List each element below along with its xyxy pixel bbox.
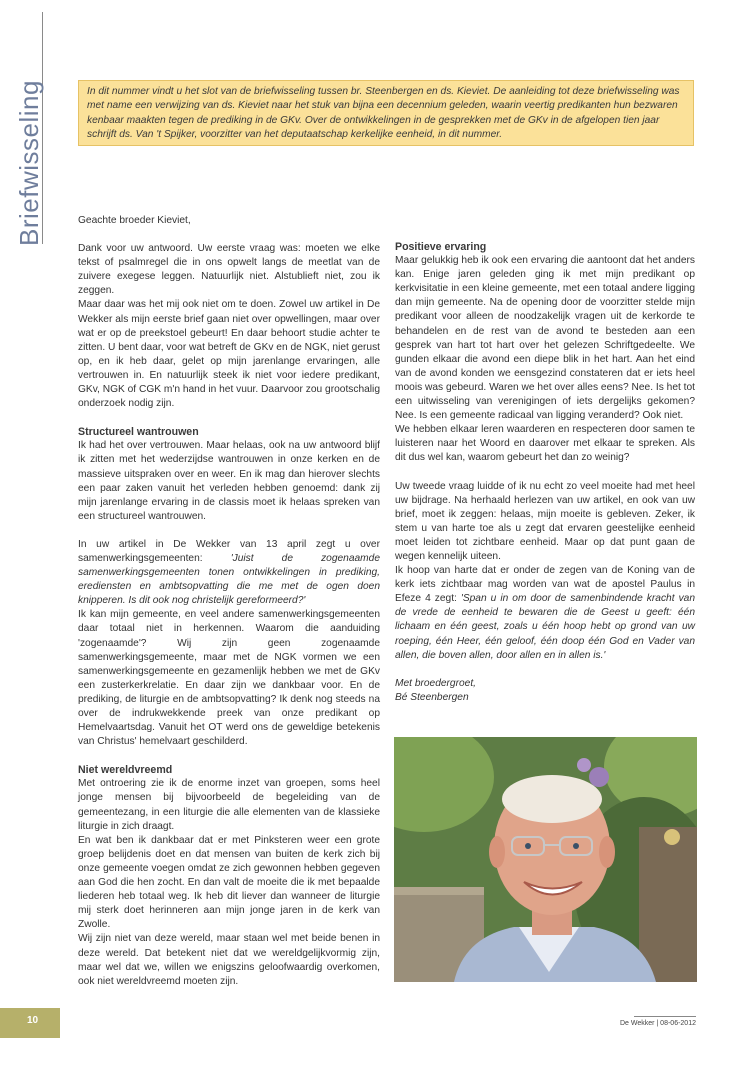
paragraph: Met ontroering zie ik de enorme inzet van groepen, soms heel jonge mensen bij bijvoorbeeld de begeleiding van de gemeentezang, in een liturgie die alle elementen van de klassieke liturgie in zich draagt.	[78, 778, 380, 832]
portrait-illustration	[394, 737, 697, 982]
paragraph: Dank voor uw antwoord. Uw eerste vraag was: moeten we elke tekst of psalmregel die in ons opwelt langs de meetlat van de zuivere exegese leggen. Natuurlijk niet. Alstublieft niet, zou ik zeggen.	[78, 243, 380, 297]
author-portrait-photo	[394, 737, 697, 982]
page-number: 10	[27, 1015, 39, 1026]
salutation: Geachte broeder Kieviet,	[78, 215, 191, 226]
closing: Met broedergroet,	[395, 677, 476, 689]
paragraph: En wat ben ik dankbaar dat er met Pinksteren weer een grote groep belijdenis doet en dat mensen van buiten de kerk zich bij onze gemeente voegen omdat ze zich gewonnen hebben gegeven aan God die hen zocht. En dan valt de moeite die ik met bepaalde liederen heb totaal weg. Ik heb dit liever dan wanneer de liturgie mij sterk doet herinneren aan mijn jonge jaren in de kerk van Zwolle.	[78, 834, 380, 931]
paragraph: Wij zijn niet van deze wereld, maar staan wel met beide benen in deze wereld. Dat betekent niet dat we wereldgelijkvormig zijn, maar wel dat we, willen we enigszins geloofwaardig overkomen, ook niet wereldvreemd moeten zijn.	[78, 933, 380, 987]
paragraph: Ik kan mijn gemeente, en veel andere samenwerkingsgemeenten daar totaal niet in herkennen. Waarom die aanduiding 'zogenaamde'? Wij zijn geen zogenaamde samenwerkingsgemeente, maar met de NGK vormen we een samenwerkingsgemeente en gezamenlijk hebben we met de GKv een zusterkerkrelatie. En daar zijn we dankbaar voor. En de prediking, de liturgie en de ambtsopvatting? Ik denk nog steeds na over de indrukwekkende preek van onze predikant op Hemelvaartsdag. Vanuit het OT werd ons de geweldige betekenis van Christus' hemelvaart geschilderd.	[78, 609, 380, 748]
right-column	[395, 240, 695, 705]
quote-lead: In uw artikel in De Wekker van 13 april zegt u over samenwerkingsgemeenten:	[78, 538, 380, 564]
quote: 'Juist de zogenaamde samenwerkingsgemeenten tonen ontwikkelingen in prediking, erediensten en ambtsopvatting die me met de ogen doen knipperen. Is dit ook nog christelijk gereformeerd?'	[78, 552, 380, 607]
quote-lead: Ik hoop van harte dat er onder de zegen van de Koning van de kerk iets zichtbaar mag worden van wat de apostel Paulus in Efeze 4 zegt:	[395, 565, 695, 605]
intro-box: In dit nummer vindt u het slot van de briefwisseling tussen br. Steenbergen en ds. Kieviet. De aanleiding tot deze briefwisseling was met name een verwijzing van ds. Kieviet naar het stuk van bijna een decennium geleden, waarin veertig predikanten hun bezwaren kenbaar maakten tegen de prediking in de GKv. Over de ontwikkelingen in de gesprekken met de GKv in de afgelopen tien jaar schrijft ds. Van 't Spijker, voorzitter van het deputaatschap kerkelijke eenheid, in dit nummer.	[78, 80, 694, 146]
paragraph-with-quote	[78, 538, 380, 608]
subheading-niet-wereldvreemd: Niet wereldvreemd	[78, 764, 173, 777]
subheading-structureel-wantrouwen: Structureel wantrouwen	[78, 426, 199, 439]
publication-footer: De Wekker | 08-06-2012	[619, 1020, 696, 1027]
paragraph-with-quote	[395, 564, 695, 663]
left-column	[78, 214, 380, 989]
footer-rule	[634, 1016, 696, 1017]
paragraph: Uw tweede vraag luidde of ik nu echt zo veel moeite had met heel uw bijdrage. Na herhaald herlezen van uw artikel, en ook van uw brief, moet ik zeggen: helaas, mijn moeite is gebleven. Zeker, ik stem u van harte toe als u zegt dat ervaren geestelijke eenheid moet leiden tot zichtbare eenheid. Maar op dat punt gaan de wegen kennelijk uiteen.	[395, 480, 695, 562]
paragraph: Ik had het over vertrouwen. Maar helaas, ook na uw antwoord blijf ik zitten met het wederzijdse wantrouwen in onze kerken en de massieve uitspraken over en weer. En ik mag dan hierover slechts een paar zaken vanuit het verleden hebben genoemd: dank zij mijn jarenlange ervaring in de classis moet ik helaas spreken van een structureel wantrouwen.	[78, 440, 380, 522]
signature: Bé Steenbergen	[395, 691, 469, 703]
paragraph: Maar daar was het mij ook niet om te doen. Zowel uw artikel in De Wekker als mijn eerste brief gaan niet over opwellingen, maar over wat er op de preekstoel gebeurt! En daar behoort studie achter te zitten. U bent daar, voor wat betreft de GKv en de NGK, niet gerust op, en ik heb daar, gelet op mijn jarenlange ervaringen, alle vertrouwen in. En natuurlijk steek ik niet voor iedere predikant, GKv, NGK of CGK m'n hand in het vuur. Daarvoor zou grootschalig onderzoek nodig zijn.	[78, 299, 380, 410]
subheading-positieve-ervaring: Positieve ervaring	[395, 241, 487, 253]
paragraph: We hebben elkaar leren waarderen en respecteren door samen te luisteren naar het Woord en daarover met elkaar te spreken. Als dit dus wel kan, waarom gebeurt het dan zo weinig?	[395, 424, 695, 464]
quote: 'Span u in om door de samenbindende kracht van de vrede de eenheid te bewaren die de Geest u geeft: één lichaam en één geest, zoals u één hoop hebt op grond van uw roeping, één Heer, één geloof, één doop één God en Vader van allen, die boven allen, door allen en in allen is.'	[395, 593, 695, 661]
section-title: Briefwisseling	[14, 80, 44, 246]
paragraph: Maar gelukkig heb ik ook een ervaring die aantoont dat het anders kan. Enige jaren geleden ging ik met mijn predikant op kerkvisitatie in een kleine gemeente, met een totaal andere ligging dan mijn gemeente. Na de opening door de voorzitter stelde mijn predikant voor alleen de noodzakelijk vragen uit de kerkorde te behandelen en de rest van de avond te besteden aan een gesprek van hart tot hart over het gelezen Schriftgedeelte. We gunden elkaar die avond een diepe blik in het hart. Aan het eind van de avond konden we eensgezind constateren dat er iets heel moois was gebeurd. Waren we het over alles eens? Nee. Is het tot een uitwisseling van verenigingen of iets dergelijks gekomen? Nee. Is een gemeente radicaal van ligging veranderd? Ook niet.	[395, 255, 695, 422]
